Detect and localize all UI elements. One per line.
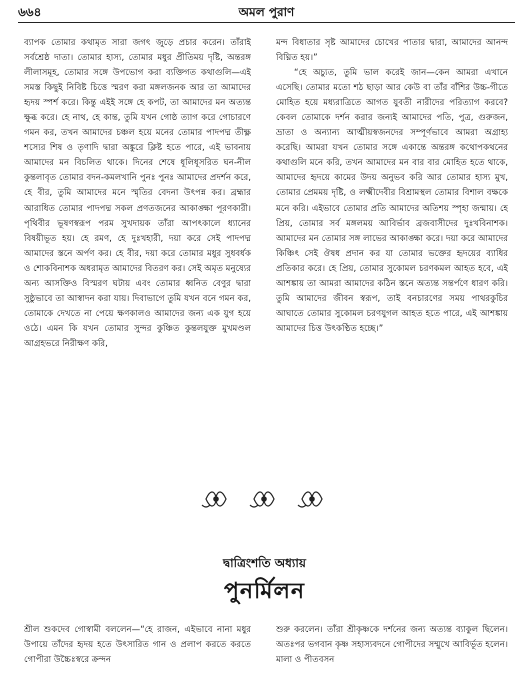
chapter-text-left [24,623,251,689]
flourish-divider-icon [0,484,529,514]
paragraph: “হে অচ্যুত, তুমি ভাল করেই জান—কেন আমরা এখানে এসেছি। তোমার মতো শঠ ছাড়া আর কেউ বা তাঁর বাঁশির উচ্চ-গীতে মোহিত হয়ে মধ্যরাত্রিতে আগত যুবতী নারীদের পরিত্যাগ করবে? কেবল তোমাকে দর্শন করার জন্যই আমাদের পতি, পুত্র, গুরুজন, ভ্রাতা ও অন্যান্য আত্মীয়স্বজনদের সম্পূর্ণভাবে আমরা অগ্রাহ্য করেছি। আমরা যখন তোমার সঙ্গে একান্তে অন্তরঙ্গ কথোপকথনের কথাগুলি মনে করি, তখন আমাদের মন বার বার মোহিত হতে থাকে, আমাদের হৃদয়ে কামের উদয় অনুভব করি আর তোমার হাস্য মুখ, তোমার প্রেমময় দৃষ্টি, ও লক্ষ্মীদেবীর বিশ্রামস্থল তোমার বিশাল বক্ষকে মনে করি। এইভাবে তোমার প্রতি আমাদের অতিশয় স্পৃহা জন্মায়। হে প্রিয়, তোমার সর্ব মঙ্গলময় আবির্ভাব ব্রজবাসীদের দুঃখবিনাশক। আমাদের মন তোমার সঙ্গ লাভের আকাঙ্ক্ষা করে। দয়া করে আমাদের কিঞ্চিৎ সেই ঔষধ প্রদান কর যা তোমার ভক্তের হৃদয়ের ব্যাধির প্রতিকার করে। হে প্রিয়, তোমার সুকোমল চরণকমল আহত হবে, এই আশঙ্কায় তা আমরা আমাদের কঠিন স্তনে অত্যন্ত সন্তর্পণে ধারণ করি। তুমি আমাদের জীবন স্বরূপ, তাই বনচারণের সময় পাথরকুচির আঘাতে তোমার সুকোমল চরণযুগল আহত হতে পারে, এই আশঙ্কায় আমাদের চিত্ত উৎকণ্ঠিত হচ্ছে।” [276,68,508,334]
paragraph: ব্যাপক তোমার কথামৃত সারা জগৎ জুড়ে প্রচার করেন। তাঁরাই সর্বশ্রেষ্ঠ দাতা। তোমার হাস্য, তোমার মধুর প্রীতিময় দৃষ্টি, অন্তরঙ্গ লীলাসমূহ, তোমার সঙ্গে উপভোগ করা ব্যক্তিগত কথাগুলি—এই সমস্ত কিছুই নিবিষ্ট চিত্তে স্মরণ করা মঙ্গলজনক আর তা আমাদের হৃদয় স্পর্শ করে। কিন্তু এইই সঙ্গে হে কপট, তা আমাদের মন অত্যন্ত ক্ষুব্ধ করে। হে নাথ, হে কান্ত, তুমি যখন গোষ্ঠ ত্যাগ করে গোচারণে গমন কর, তখন আমাদের চঞ্চল হয়ে মনের তোমার পাদপদ্ম তীক্ষ্ণ শস্যের শিষ ও তৃণাদি দ্বারা অঙ্কুরে ক্লিষ্ট হতে পারে, এই ভাবনায় আমাদের মন বিচলিত থাকে। দিনের শেষে ধূলিধূসরিত ঘন-নীল কুন্তলাবৃত তোমার বদন-কমলখানি পুনঃ পুনঃ আমাদের প্রদর্শন করে, হে বীর, তুমি আমাদের মনে স্মৃতির বেদনা উৎপন্ন কর। ব্রহ্মার আরাধিত তোমার পাদপদ্ম সকল প্রণতজনের আকাঙ্ক্ষা পূরণকারী। পৃথিবীর ভূষণস্বরূপ পরম সুখদায়ক তাঁরা আপৎকালে ধ্যানের বিষয়ীভূত হয়। হে রমণ, হে দুঃখহারী, দয়া করে সেই পাদপদ্ম আমাদের স্তনে অর্পণ কর। হে বীর, দয়া করে তোমার মধুর সুধবর্ধক ও শোকবিনাশক অধরামৃত আমাদের বিতরণ কর। সেই অমৃত মনুষ্যের অন্য আসক্তিও বিস্মরণ ঘটায় এবং তোমার ধ্বনিত বেণুর দ্বারা সুষ্ঠুভাবে তা আস্বাদন করা যায়। দিবাভাগে তুমি যখন বনে গমন কর, তোমাকে দেখতে না পেয়ে ক্ষণকালও আমাদের জন্য এক যুগ হয়ে ওঠে। এমন কি যখন তোমার সুন্দর কুঞ্চিত কুন্তলযুক্ত মুখমণ্ডল আগ্রহভরে নিরীক্ষণ করি, [24,38,251,349]
page-number: ৬৬৪ [18,5,42,19]
chapter-text-right [276,623,508,689]
chapter-number: দ্বাত্রিংশতি অধ্যায় [223,556,306,570]
chapter-title: পুনর্মিলন [223,579,306,604]
paragraph: মন্দ বিধাতার সৃষ্ট আমাদের চোখের পাতার দ্বারা, আমাদের আনন্দ বিঘ্নিত হয়।” [276,38,508,64]
page-header [18,4,515,24]
left-column [24,36,251,464]
right-column [276,36,508,464]
paragraph: শুরু করলেন। তাঁরা শ্রীকৃষ্ণকে দর্শনের জন্য অত্যন্ত ব্যাকুল ছিলেন। অতঃপর ভগবান কৃষ্ণ সহাস্যবদনে গোপীদের সম্মুখে আবির্ভূত হলেন। মালা ও পীতবসন [276,625,508,666]
paragraph: শ্রীল শুকদেব গোস্বামী বললেন—“হে রাজন, এইভাবে নানা মধুর উপায়ে তাঁদের হৃদয় হতে উৎসারিত গান ও প্রলাপ করতে করতে গোপীরা উচ্চৈঃস্বরে ক্রন্দন [24,625,251,666]
running-title: অমল পুরাণ [238,5,295,19]
header-rule [18,22,515,23]
